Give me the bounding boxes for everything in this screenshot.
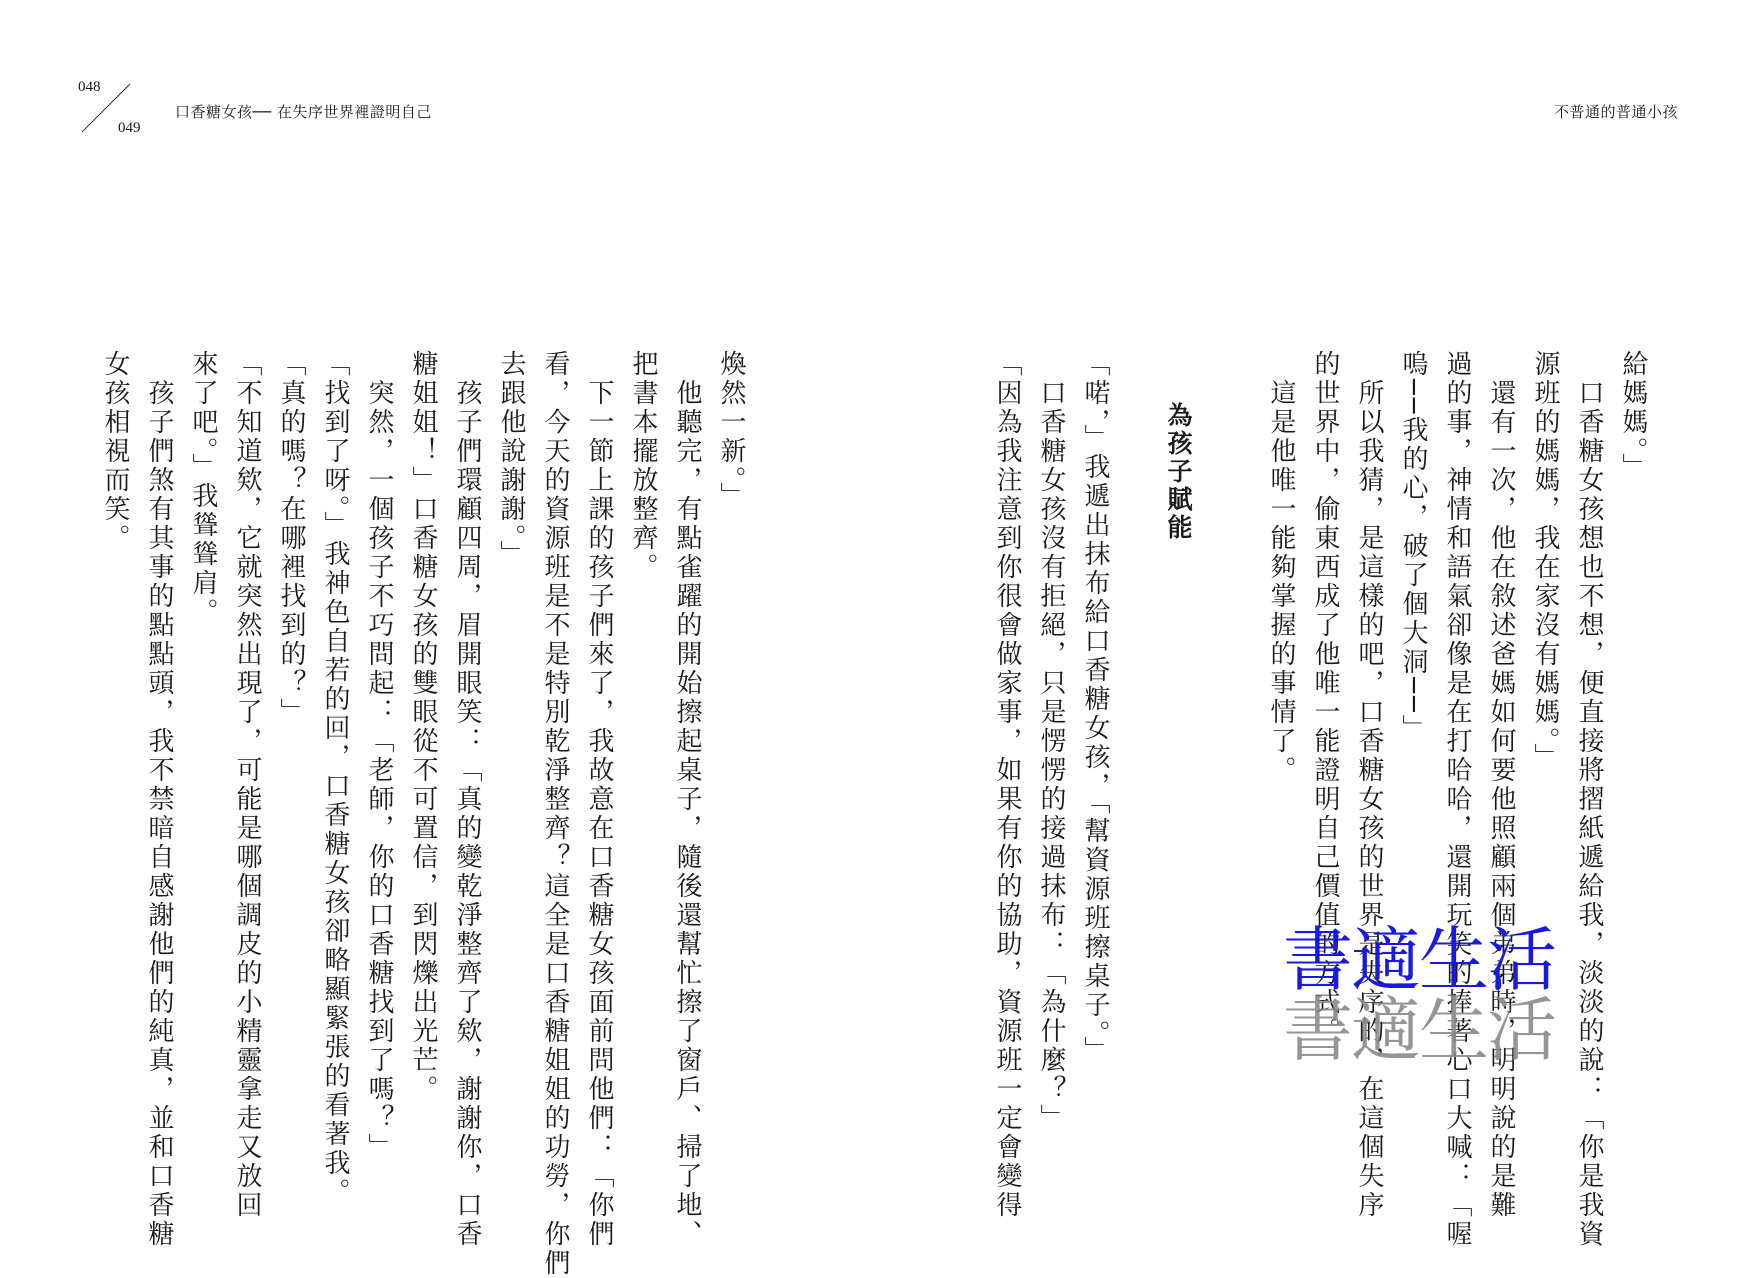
text-column: 把書本擺放整齊。	[628, 350, 658, 582]
text-column: 「找到了呀。」我神色自若的回，口香糖女孩卻略顯緊張的看著我。	[320, 350, 350, 1207]
text-column: 突然，一個孩子不巧問起：「老師，你的口香糖找到了嗎？」	[364, 350, 394, 1162]
text-column: 嗚──我的心，破了個大洞──」	[1398, 350, 1428, 744]
page-number-left: 048	[78, 79, 101, 95]
text-column: 孩子們煞有其事的點點頭，我不禁暗自感謝他們的純真，並和口香糖	[144, 350, 174, 1249]
text-column: 所以我猜，是這樣的吧，口香糖女孩的世界是失序的，在這個失序	[1354, 350, 1384, 1220]
chapter-title: 不普通的普通小孩	[1553, 103, 1678, 121]
book-title: 口香糖女孩── 在失序世界裡證明自己	[175, 103, 432, 121]
text-column: 源班的媽媽，我在家沒有媽媽。」	[1530, 350, 1560, 772]
text-column: 看，今天的資源班是不是特別乾淨整齊？這全是口香糖姐姐的功勞，你們	[540, 350, 570, 1278]
text-column: 糖姐姐！」口香糖女孩的雙眼從不可置信，到閃爍出光芒。	[408, 350, 438, 1104]
text-column: 女孩相視而笑。	[100, 350, 130, 553]
section-heading: 為孩子賦能	[1164, 402, 1193, 542]
text-column: 他聽完，有點雀躍的開始擦起桌子，隨後還幫忙擦了窗戶、掃了地、	[672, 350, 702, 1249]
text-column: 給媽媽。」	[1618, 350, 1648, 482]
text-column: 「不知道欸，它就突然出現了，可能是哪個調皮的小精靈拿走又放回	[232, 350, 262, 1220]
text-column: 「真的嗎？在哪裡找到的？」	[276, 350, 306, 727]
text-column: 煥然一新。」	[716, 350, 746, 511]
text-column: 「喏，」我遞出抹布給口香糖女孩，「幫資源班擦桌子。」	[1080, 350, 1110, 1065]
text-column: 口香糖女孩沒有拒絕，只是愣愣的接過抹布：「為什麼？」	[1036, 350, 1066, 1133]
watermark-text-blue: 書適生活	[1283, 919, 1555, 1001]
page-number-right: 049	[118, 120, 141, 136]
text-column: 來了吧。」我聳聳肩。	[188, 350, 218, 627]
text-column: 下一節上課的孩子們來了，我故意在口香糖女孩面前問他們：「你們	[584, 350, 614, 1249]
text-column: 這是他唯一能夠掌握的事情了。	[1266, 350, 1296, 785]
text-column: 去跟他說謝謝。」	[496, 350, 526, 569]
text-column: 「因為我注意到你很會做家事，如果有你的協助，資源班一定會變得	[992, 350, 1022, 1220]
text-column: 還有一次，他在敘述爸媽如何要他照顧兩個弟弟時，明明說的是難	[1486, 350, 1516, 1220]
text-column: 孩子們環顧四周，眉開眼笑：「真的變乾淨整齊了欸，謝謝你，口香	[452, 350, 482, 1249]
vertical-text-body	[0, 350, 1748, 1278]
watermark-text-gray: 書適生活	[1283, 989, 1555, 1071]
text-column: 的世界中，偷東西成了他唯一能證明自己價值的方式。	[1310, 350, 1340, 1046]
text-column: 口香糖女孩想也不想，便直接將摺紙遞給我，淡淡的說：「你是我資	[1574, 350, 1604, 1249]
text-column: 過的事，神情和語氣卻像是在打哈哈，還開玩笑的捧著心口大喊：「喔	[1442, 350, 1472, 1249]
